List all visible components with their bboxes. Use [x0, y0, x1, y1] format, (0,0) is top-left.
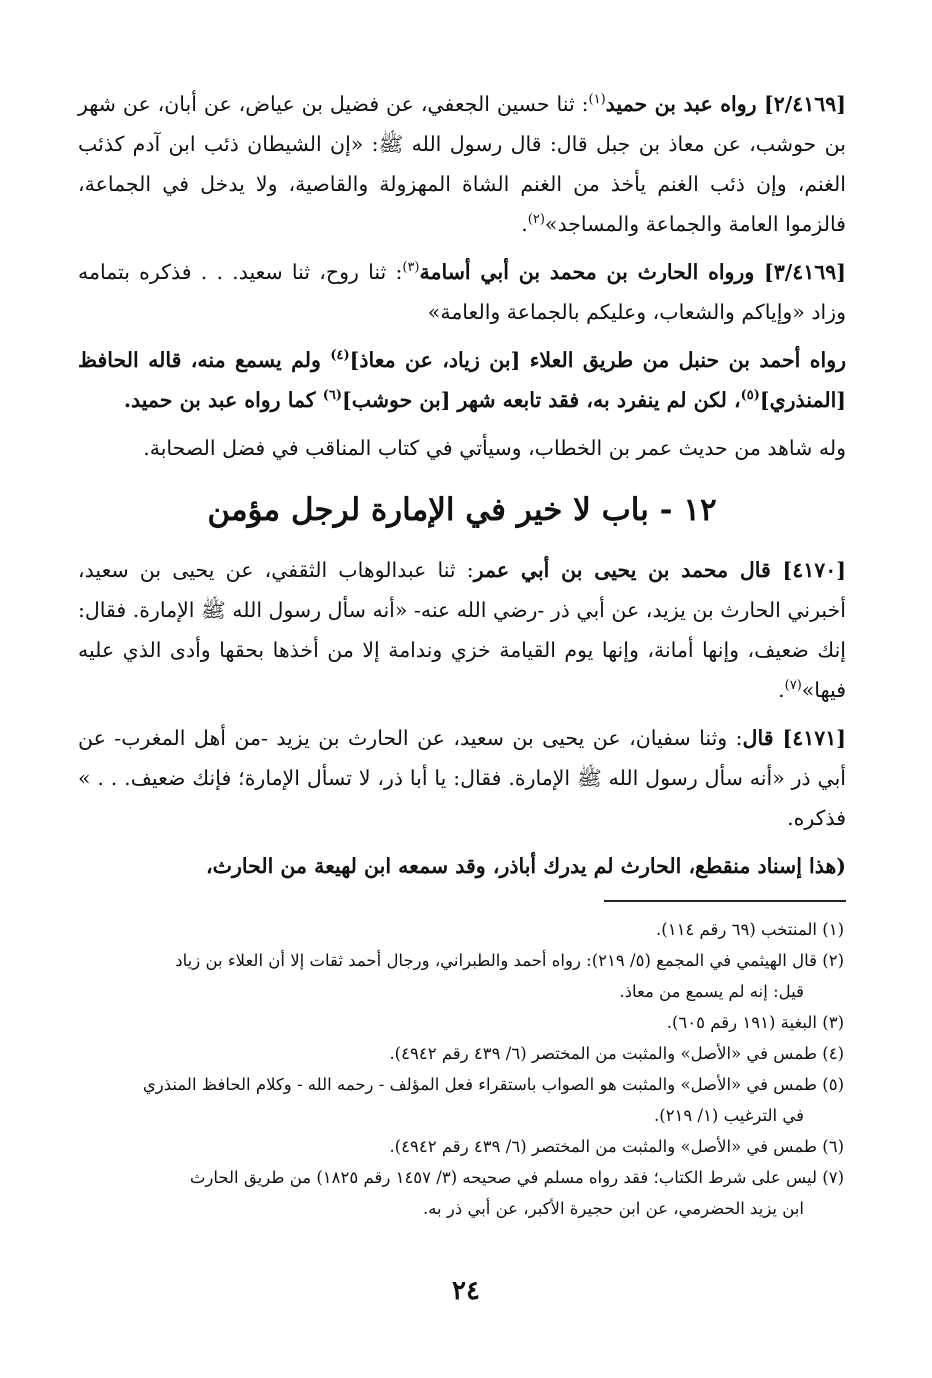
footnote-ref-6: (٦)	[322, 388, 342, 404]
hadith-4171	[78, 718, 846, 838]
page-number: ٢٤	[452, 1276, 480, 1306]
witness-note: وله شاهد من حديث عمر بن الخطاب، وسيأتي في كتاب المناقب في فضل الصحابة.	[143, 436, 846, 460]
commentary-text-c: ، لكن لم ينفرد به، فقد تابعه شهر [بن حوشب]	[342, 388, 741, 412]
footnote-ref-3: (٣)	[402, 260, 420, 276]
footnote-6: (٦) طمس في «الأصل» والمثبت من المختصر (٦/ ٤٣٩ رقم ٤٩٤٢).	[389, 1137, 844, 1156]
punct: .	[778, 678, 785, 702]
hadith-text: : ثنا عبدالوهاب الثقفي، عن يحيى بن سعيد، أخبرني الحارث بن يزيد، عن أبي ذر -رضي الله عنه- «أنه سأل رسول الله ﷺ الإمارة. فقال: إنك ضعيف، وإنها أمانة، وإنها يوم القيامة خزي وندامة إلا من أخذها بحقها وأدى الذي عليه فيها»	[78, 558, 846, 702]
isnad-comment: (هذا إسناد منقطع، الحارث لم يدرك أباذر، وقد سمعه ابن لهيعة من الحارث،	[206, 854, 846, 878]
footnote-5: (٥) طمس في «الأصل» والمثبت هو الصواب باستقراء فعل المؤلف - رحمه الله - وكلام الحافظ المنذري	[142, 1075, 844, 1094]
hadith-text: : وثنا سفيان، عن يحيى بن سعيد، عن الحارث بن يزيد -من أهل المغرب- عن أبي ذر «أنه سأل رسول الله ﷺ الإمارة. فقال: يا أبا ذر، لا تسأل الإمارة؛ فإنك ضعيف. . . » فذكره.	[78, 726, 846, 830]
commentary-text-b: ولم يسمع منه، قاله الحافظ [المنذري]	[78, 348, 846, 412]
hadith-ref-lead: [٢/٤١٦٩] رواه عبد بن حميد	[605, 92, 846, 116]
footnote-2-cont: قيل: إنه لم يسمع من معاذ.	[619, 982, 804, 1001]
commentary-text-a: رواه أحمد بن حنبل من طريق العلاء [بن زياد، عن معاذ]	[349, 348, 846, 372]
hadith-4169-2	[78, 84, 846, 244]
chapter-heading: ١٢ - باب لا خير في الإمارة لرجل مؤمن	[207, 492, 717, 528]
commentary-text-d: كما رواه عبد بن حميد.	[123, 388, 323, 412]
footnote-7-cont: ابن يزيد الحضرمي، عن ابن حجيرة الأكبر، عن أبي ذر به.	[422, 1199, 804, 1218]
footnote-ref-4: (٤)	[330, 348, 350, 364]
hadith-ref-lead: [٤١٧١] قال	[742, 726, 846, 750]
hadith-text: : ثنا حسين الجعفي، عن فضيل بن عياض، عن أبان، عن شهر بن حوشب، عن معاذ بن جبل قال: قال رسول الله ﷺ: «إن الشيطان ذئب ابن آدم كذئب الغنم، وإن ذئب الغنم يأخذ من الغنم الشاة المهزولة والقاصية، ولا يدخل في الجماعة، فالزموا العامة والجماعة والمساجد»	[78, 92, 846, 236]
footnote-5-cont: في الترغيب (١/ ٢١٩).	[653, 1106, 804, 1125]
footnote-2: (٢) قال الهيثمي في المجمع (٥/ ٢١٩): رواه أحمد والطبراني، ورجال أحمد ثقات إلا أن العلاء بن زياد	[175, 951, 844, 970]
hadith-4169-3	[78, 252, 846, 332]
footnote-ref-1: (١)	[588, 92, 606, 108]
commentary-paragraph	[78, 340, 846, 420]
footnote-3: (٣) البغية (١٩١ رقم ٦٠٥).	[666, 1013, 844, 1032]
footnote-1: (١) المنتخب (٦٩ رقم ١١٤).	[656, 920, 844, 939]
footnote-ref-5: (٥)	[740, 388, 760, 404]
footnote-4: (٤) طمس في «الأصل» والمثبت من المختصر (٦/ ٤٣٩ رقم ٤٩٤٢).	[389, 1044, 844, 1063]
punct: .	[521, 212, 528, 236]
footnote-7: (٧) ليس على شرط الكتاب؛ فقد رواه مسلم في صحيحه (٣/ ١٤٥٧ رقم ١٨٢٥) من طريق الحارث	[189, 1168, 844, 1187]
hadith-text: : ثنا روح، ثنا سعيد. . . فذكره بتمامه وزاد «وإياكم والشعاب، وعليكم بالجماعة والعامة»	[78, 260, 846, 324]
footnote-ref-2: (٢)	[527, 212, 545, 228]
page-body	[78, 84, 846, 1224]
hadith-4170	[78, 550, 846, 710]
footnote-ref-7: (٧)	[784, 678, 802, 694]
hadith-ref-lead: [٣/٤١٦٩] ورواه الحارث بن محمد بن أبي أسامة	[419, 260, 846, 284]
footnote-divider	[604, 900, 846, 902]
hadith-ref-lead: [٤١٧٠] قال محمد بن يحيى بن أبي عمر	[473, 558, 846, 582]
